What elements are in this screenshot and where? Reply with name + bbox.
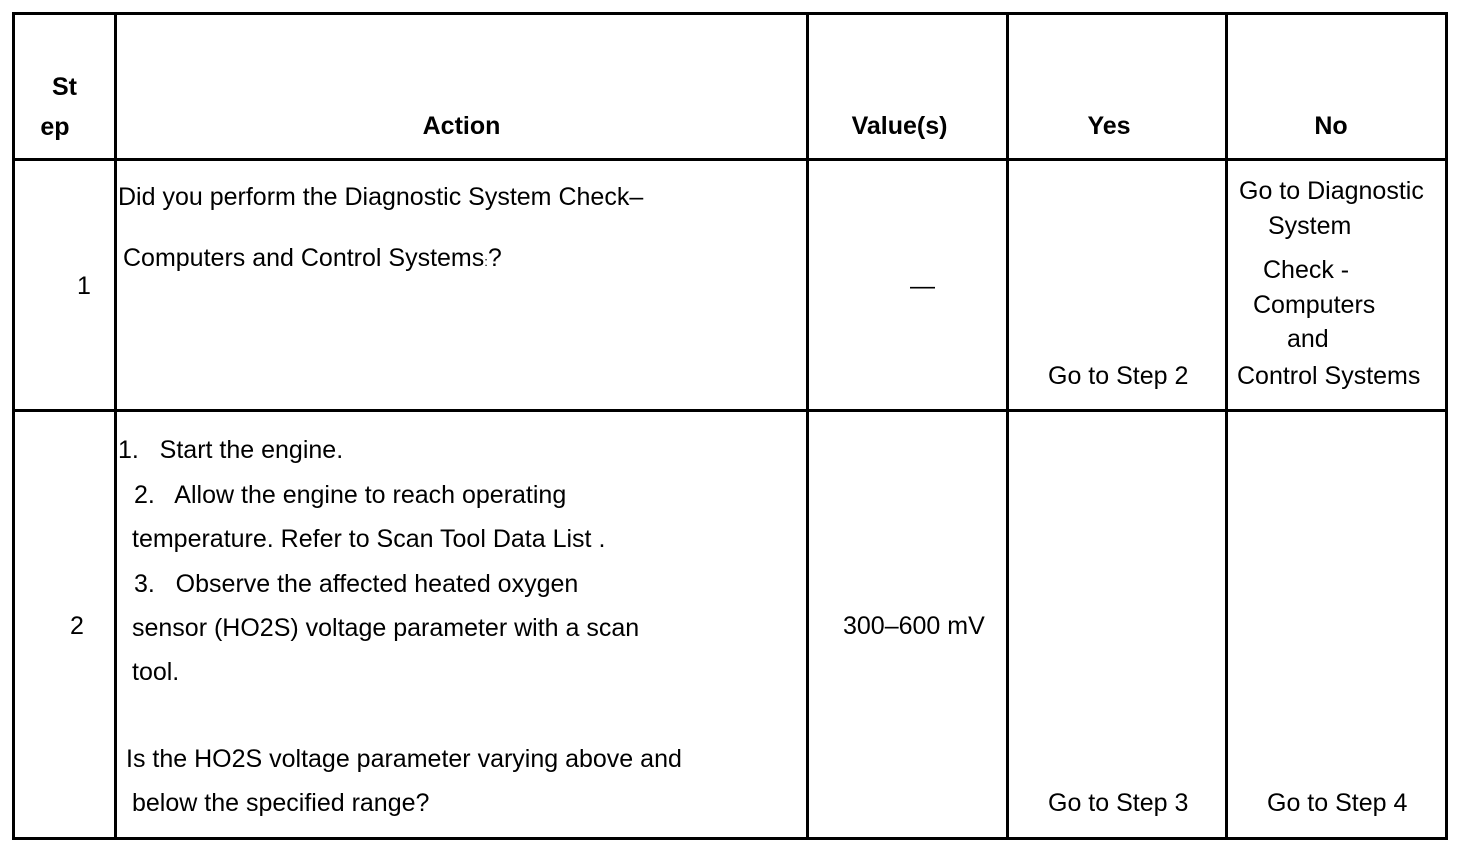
row2-action-item3: 3. Observe the affected heated oxygen — [134, 570, 579, 598]
row2-action-item3-cont1: sensor (HO2S) voltage parameter with a scan — [132, 614, 640, 642]
row1-value: — — [910, 272, 935, 300]
row1-action-line1: Did you perform the Diagnostic System Check– — [118, 183, 644, 211]
row1-action-line2-end: ? — [487, 244, 502, 272]
header-action: Action — [422, 112, 501, 140]
row1-no-line1: Go to Diagnostic — [1239, 177, 1424, 205]
row2-action-question-line2: below the specified range? — [132, 789, 430, 817]
row-divider — [12, 409, 1448, 412]
header-divider — [12, 158, 1448, 161]
row1-no-line6: Control Systems — [1237, 362, 1421, 390]
row2-no: Go to Step 4 — [1267, 789, 1408, 817]
row1-action-line2-text: Computers and Control Systems — [123, 244, 485, 272]
row2-step: 2 — [70, 612, 84, 640]
header-values: Value(s) — [851, 112, 948, 140]
header-no: No — [1314, 112, 1348, 140]
row2-yes: Go to Step 3 — [1048, 789, 1189, 817]
header-step-line1: St — [52, 73, 77, 101]
row1-action-line2-mark: : — [484, 254, 488, 269]
row1-no-line2: System — [1268, 212, 1352, 240]
row2-action-item2-cont: temperature. Refer to Scan Tool Data List . — [132, 525, 606, 553]
table-border-top — [12, 12, 1448, 15]
header-yes: Yes — [1087, 112, 1131, 140]
row1-action-line2 — [123, 243, 502, 277]
row1-step: 1 — [77, 272, 91, 300]
row2-value: 300–600 mV — [843, 612, 985, 640]
row1-no-line4: Computers — [1253, 291, 1376, 319]
table-border-bottom — [12, 837, 1448, 840]
row2-action-item2: 2. Allow the engine to reach operating — [134, 481, 567, 509]
table-border-right — [1445, 12, 1448, 840]
row2-action-item1: 1. Start the engine. — [118, 436, 344, 464]
diagnostic-table — [12, 12, 1448, 840]
row1-no-line5: and — [1287, 325, 1329, 353]
row1-yes: Go to Step 2 — [1048, 362, 1189, 390]
row1-no-line3: Check - — [1263, 256, 1350, 284]
row2-action-item3-cont2: tool. — [132, 658, 180, 686]
row2-action-question-line1: Is the HO2S voltage parameter varying above and — [126, 745, 682, 773]
header-step-line2: ep — [40, 113, 70, 141]
